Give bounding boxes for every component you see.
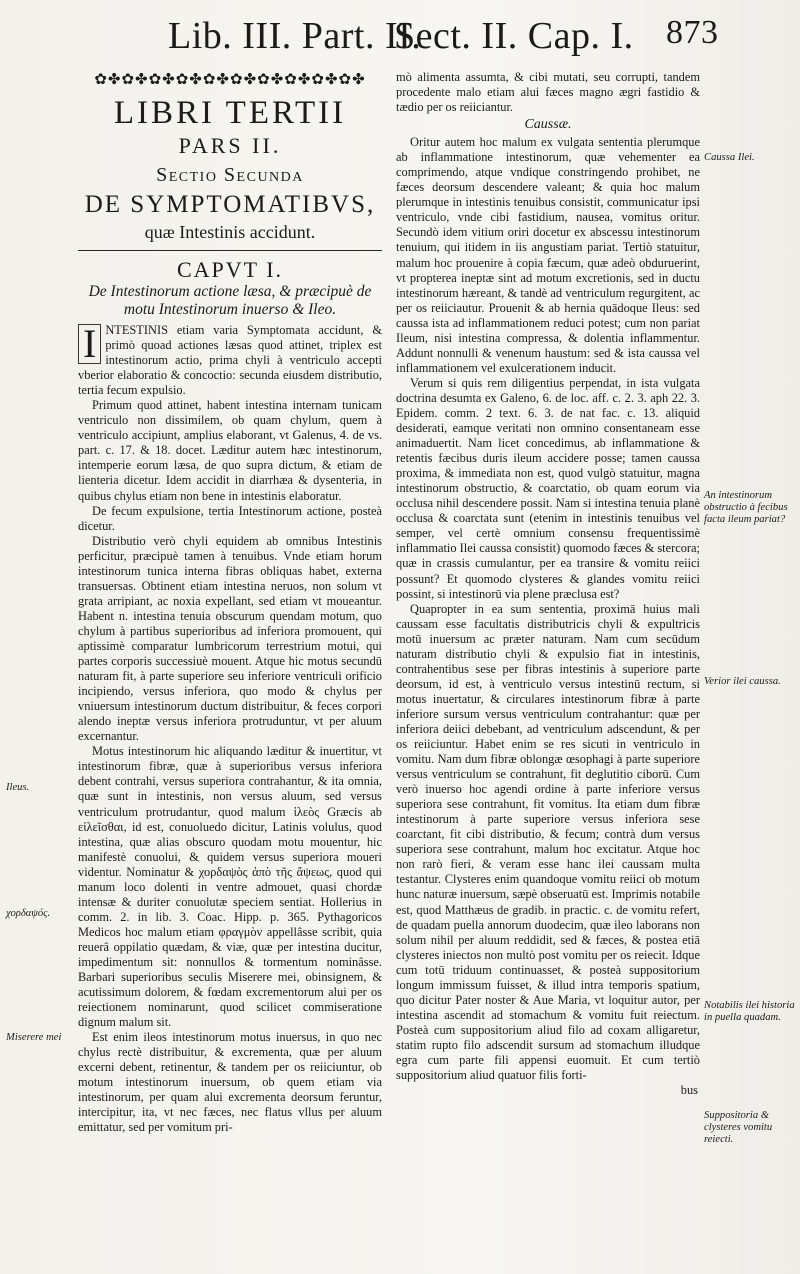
right-margin-notes (704, 70, 796, 1260)
right-column (396, 70, 700, 1260)
left-column (78, 70, 382, 1260)
catchword: bus (680, 1083, 698, 1098)
paragraph: De fecum expulsione, tertia Intestinorum actione, posteà dicetur. (78, 503, 382, 533)
paragraph: Verum si quis rem diligentius perpendat, in ista vulgata doctrina desumta ex Galeno, 6. de loc. aff. c. 2. 3. aph 22. 3. Epidem. comm. 2 text. 6. 3. de nat fac. c. 13. aliquid desiderati, eamque veritati non omnino consentaneam esse animaduertit. Nam licet concedimus, ab inflammatione & retentis fæcibus duris ileum accidere posse; tamen caussa proxima, & immediata non est, quod vulgò statuitur, magna intestinorum obstructio, & coarctatio, ob quam eorum via occlusa nihil descendere possit. Nam si intestina tenuia planè occlusa & coarctata sunt (etenim in intestinis tenuibus vel semper, vel certè omnium consensu frequentissimè inflammatio Ilei caussa consistit) quomodo fæces & stercora; quæ in crassis cumulantur, per ea transire & vomitu reiici possunt? Et quomodo clysteres & glandes vomitu reiici possint, si intestinorū via plene præclusa est? (396, 375, 700, 601)
margin-note-caussa-ilei: Caussa Ilei. (704, 152, 755, 163)
paragraph: I NTESTINIS etiam varia Symptomata accidunt, & primò quoad actiones læsas quod attinet, triplex est intestinorum actio, prima chyli à ventriculo accepti vberior elaboratio & concoctio: secunda eiusdem distributio, tertia fecum expulsio. (78, 321, 382, 398)
margin-note-obstructio: An intestinorum obstructio à fecibus facta ileum pariat? (704, 490, 788, 525)
left-margin-notes (6, 70, 74, 1260)
title-de-symptomatibus: DE SYMPTOMATIBVS, (84, 191, 376, 218)
drop-cap: I (78, 324, 101, 364)
margin-note-historia: Notabilis ilei historia in puella quadam. (704, 1000, 795, 1023)
margin-note-ileus: Ileus. (6, 782, 30, 793)
running-header (168, 14, 788, 64)
ornament-band: ✿✤✿✤✿✤✿✤✿✤✿✤✿✤✿✤✿✤✿✤ (94, 72, 366, 88)
page-number: 873 (666, 14, 719, 51)
title-pars: PARS II. (178, 133, 282, 158)
paragraph: Est enim ileos intestinorum motus inuersus, in quo nec chylus rectè distribuitur, & excrementa, quæ per aluum excerni debent, retinentur, & tandem per os reiiciuntur, ob motum intestinorum inuersum, ob quem etiam via intestinorum, per quam alui excrementa deorsum feruntur, intercipitur, ita, vt nec fæces, nec flatus vllus per aluum emittatur, sed per vomitum pri- (78, 1030, 382, 1135)
margin-note-chordapsos: χορδαψός. (6, 908, 51, 919)
chapter-heading: CAPVT I. (176, 257, 284, 282)
header-book-part: Lib. III. Part. II. (168, 15, 422, 57)
paragraph: Oritur autem hoc malum ex vulgata sententia plerumque ab inflammatione intestinorum, quæ vehementer ea comprimendo, atque vndique constringendo prohibet, ne fæces deorsum descendere valeant; & quia hoc malum plerumque in intestinis tenuibus consistit, communicatur ipsi ventriculo, vnde cibi fastidium, nausea, vomitus oritur. Secundò idem vitium oriri docetur ex abscessu intestinorum tenuium, qui itidem in iis angustiam pariat. Tertiò statuitur, malum hoc prouenire à copia fæcum, quæ adeò obduruerint, vt propterea ineptæ sint ad motum excretionis, sed in ductu intestinorum hæreant, & tandè ad ventriculum regurgitent, ac per os reiiciautur. Prouenit & ab hernia quādoque Ileus: sed caussa ista ad inflammationem reduci potest; cum non pariat Ileum, nisi intestina compressa, & dolentia inflammentur. Addunt nonnulli & venenum haustum: sed & ista caussa vel inflammationem vel exulcerationem inducit. (396, 135, 700, 375)
title-intestinis: quæ Intestinis accidunt. (144, 222, 316, 242)
title-rule (78, 250, 382, 251)
margin-note-suppositoria: Suppositoria & clysteres vomitu reiecti. (704, 1110, 773, 1145)
paragraph: mò alimenta assumta, & cibi mutati, seu corrupti, tandem procedente malo etiam alui fæces magno ægri fastidio & tædio per os reiiciantur. (396, 70, 700, 115)
title-libri-tertii: LIBRI TERTII (113, 95, 347, 131)
paragraph: Primum quod attinet, habent intestina internam tunicam ventriculo non dissimilem, ob quam chylum, quem à ventriculo accipiunt, amplius elaborant, vt Galenus, 4. de vs. part. c. 17. & 18. docet. Læditur autem hæc intestinorum, intemperie eorum læsa, de quo supra dictum, & etiam de lienteria dicetur. Idem accidit in diarrhæa & dysenteria, in quibus chylus etiam non bene in intestinis elaboratur. (78, 398, 382, 503)
paragraph: Quapropter in ea sum sententia, proximā huius mali caussam esse facultatis distributricis chyli & expultricis motū inuersum ac præter naturam. Nam cum secūdum naturam distributio chyli & expulsio fiat in intestinis, contrahentibus sese per fibras intestinis à superiore parte deorsum, id est, à ventriculo versus intestinū rectum, si motus inuertatur, & circulares intestinorum fibræ à parte inferiore sursum versus ventriculum contrahantur: quæ per inferiora deiici debebant, ad ventriculum adscendunt, & per os reiiciuntur. Habet enim se res sicuti in ventriculo in vomitu. Nam dum fibræ oblongæ œsophagi à parte superiore versus ventriculum se contrahunt, fit deglutitio ciborū. Cum verò inuerso hoc agendi ordine à parte inferiore versus superiora sese contrahunt, fit vomitus. Ita etiam dum fibræ intestinorum à parte superiore versus inferiora sese coarctant, fit cibi distributio, & fecum; contrà dum versus superiora sese contrahunt, malum hoc excitatur. Atque hoc non rarò fieri, & veram esse hanc ilei caussam multa testantur. Clysteres enim quandoque vomitu reiici ob motum hunc naturæ inuersum, sæpè obseruatū est. Imprimis notabile est, quod Matthæus de gradib. in practic. c. de vomitu refert, de quadam puella annorum duodecim, quæ ileo laborans non solum nihil per aluum reddidit, sed & fæces, & postea etiā clysteres iniectos non multò post vomitu per os reiecit. Idque cum totū triduum continuasset, & posteà suppositorium longum immissum fuisset, & illud intra temporis spatium, quo dicitur Pater noster & Aue Maria, vt loquitur autor, per intestina ascendit ad stomachum & vomitu fuit reiectum. Posteà cum suppositorium aliud filo ad coxam alligaretur, statim rupto filo adscendit sursum ad stomachum illudque egra cum parte fili appensi euomuit. Et cum tertiò suppositorium aliud quatuor filis forti- (396, 601, 700, 1083)
margin-note-miserere: Miserere mei (6, 1032, 62, 1043)
subheading-caussae: Caussæ. (524, 117, 572, 133)
title-sectio: Sectio Secunda (156, 164, 304, 186)
paragraph: Distributio verò chyli equidem ab omnibus Intestinis perficitur, præcipuè tamen à tenuibus. Vnde etiam horum intestinorum tunica interna fibras obliquas habet, externa transuersas. Obtinent etiam intestina neruos, non solum vt grata arripiant, ac noxia expellant, sed etiam vt moueantur. Habent n. intestina tenuia obscurum quendam motum, quo chylum à partibus superioribus ad inferiora promouent, qui aptissimè comparatur lumbricorum terrestrium motui, qui partes corporis successiuè mouent. Atque hic motus secundū naturam fit, à parte superiore seu inferiore ventriculi orificio incipiendo, versus inferiora, quo modo & chylus per vniuersum intestinorum ductum distribuitur, & feces corpori alendo ineptæ versus inferiora protruduntur, vt per aluum excernantur. (78, 533, 382, 744)
header-section-chapter: Sect. II. Cap. I. (394, 15, 634, 57)
chapter-subtitle: De Intestinorum actione læsa, & præcipuè de motu Intestinorum inuerso & Ileo. (88, 283, 372, 318)
paragraph: Motus intestinorum hic aliquando læditur & inuertitur, vt intestinorum fibræ, quæ à superioribus versus inferiora debent contrahi, versus superiora contrahantur, & ita omnia, quæ sunt in intestinis, non versus aluum, sed versus ventriculum protrudantur, quod malum ἰλεὸς Græcis ab εἰλεῖσθαι, id est, conuoluedo dicitur, Latinis volulus, quod intestina, quæ alias obscuro quodam motu mouentur, hic manifestè conuolui, & quidem versus superiora moueri videntur. Nominatur & χορδαψὸς ἀπὸ τῆς ἄψεως, quod qui manum loco dolenti in ventre admouet, quasi chordæ intensæ & duriter conuolutæ speciem sentiat. Hollerius in comm. 2. in lib. 3. Coac. Hipp. p. 365. Pythagoricos Medicos hoc malum etiam φραγμὸν appellâsse scribit, quia reuerâ oppilatio quædam, & viæ, quæ per intestina ducitur, impedimentum sit: nonnullos & tormentum nominâsse. Barbari superioribus seculis Miserere mei, obinsignem, & acutissimum dolorem, & fœdam excrementorum alui per os reiectionem nominarunt, quod scilicet commiseratione dignum malum sit. (78, 744, 382, 1030)
margin-note-verior-caussa: Verior ilei caussa. (704, 676, 781, 687)
